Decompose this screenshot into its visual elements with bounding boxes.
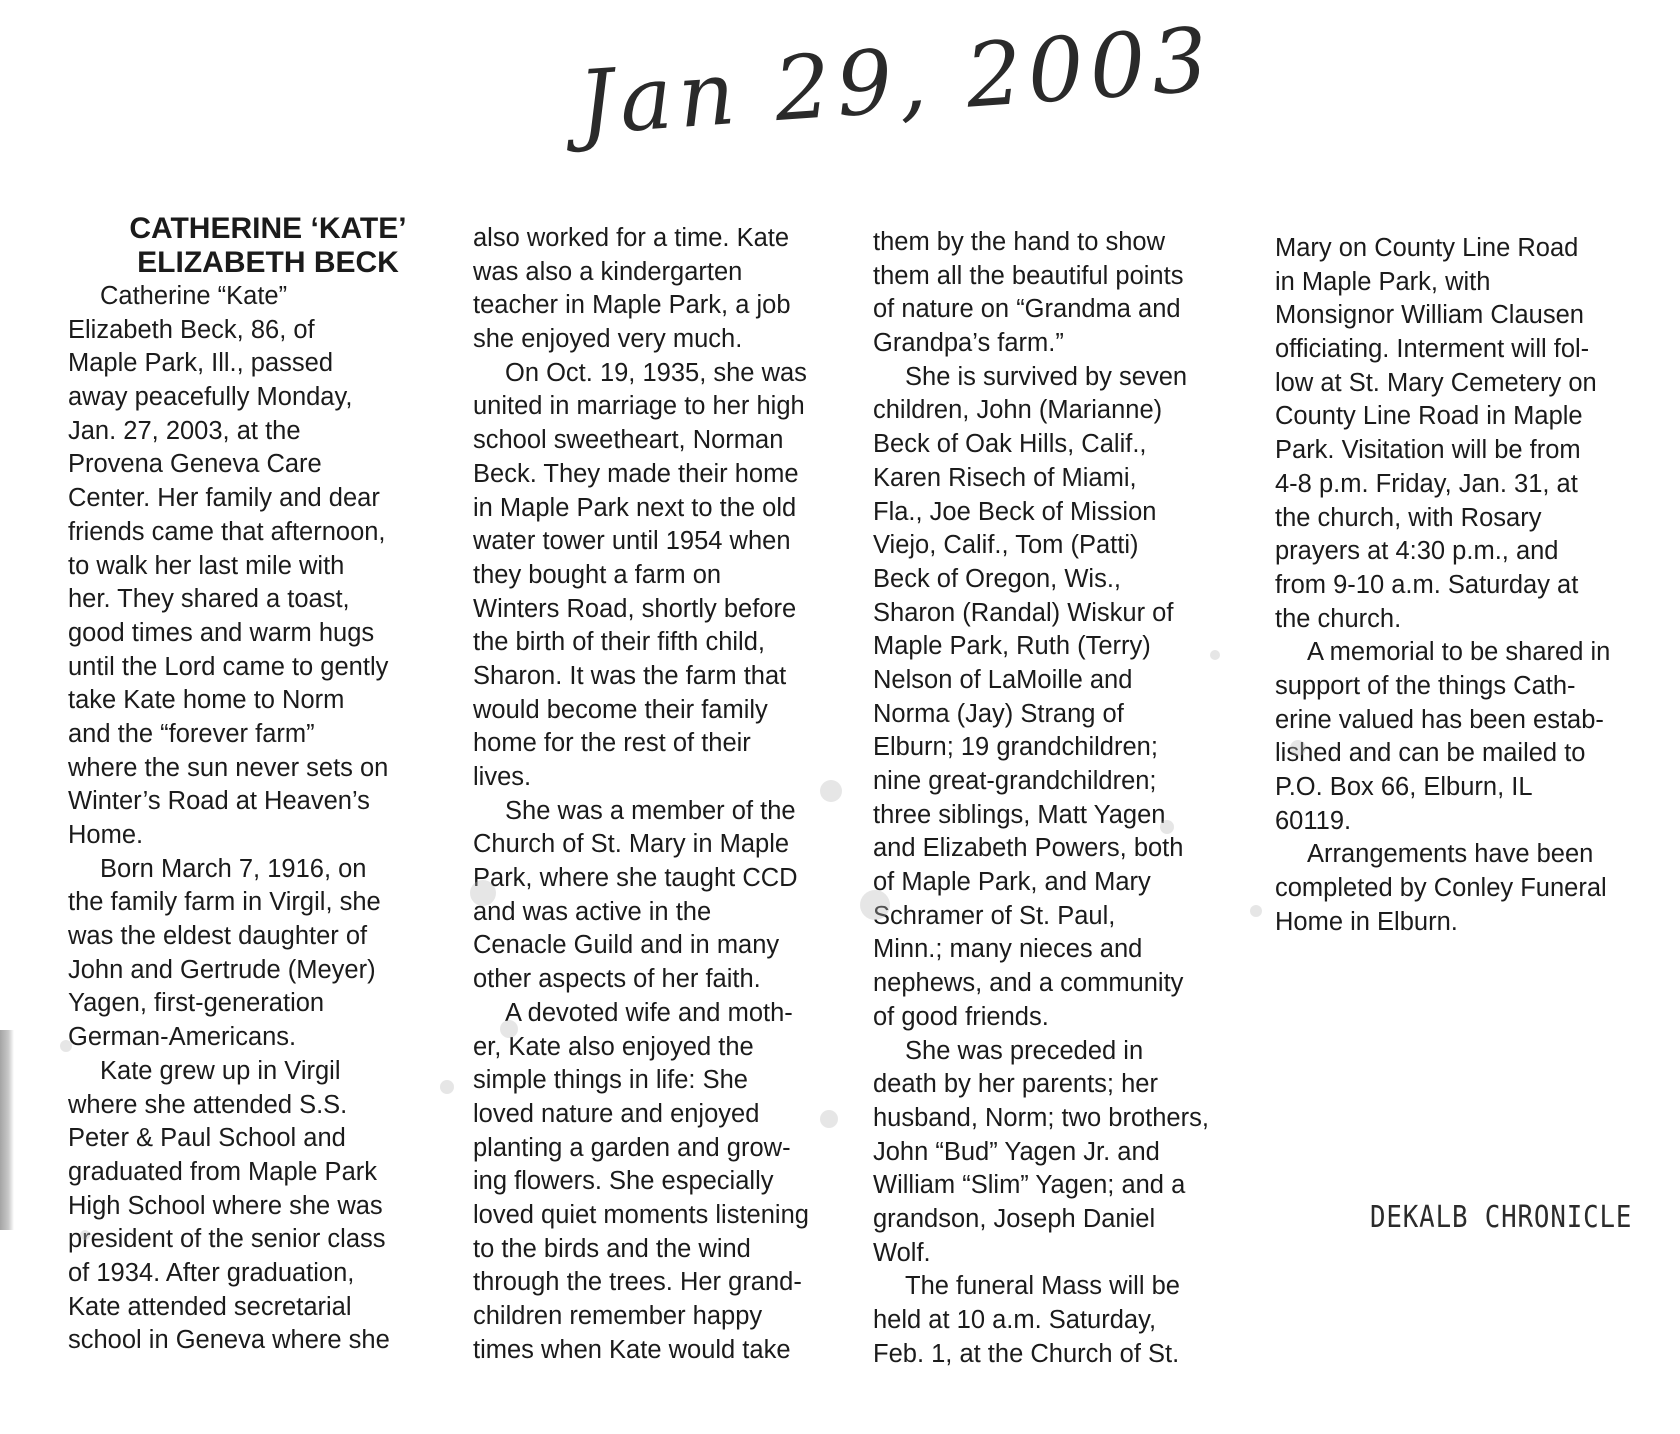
obituary-column-3 — [873, 226, 1209, 1371]
text-line: Viejo, Calif., Tom (Patti) — [873, 531, 1139, 560]
text-line: home for the rest of their — [473, 729, 751, 758]
text-line: Church of St. Mary in Maple — [473, 830, 790, 859]
text-line: of good friends. — [873, 1002, 1049, 1031]
text-line: High School where she was — [68, 1191, 383, 1220]
text-line: and the “forever farm” — [68, 719, 315, 748]
text-line: the church, with Rosary — [1275, 503, 1542, 532]
scan-edge-bleed — [0, 1030, 14, 1230]
text-line: nephews, and a community — [873, 969, 1184, 998]
text-line: prayers at 4:30 p.m., and — [1275, 537, 1559, 566]
text-line: simple things in life: She — [473, 1066, 748, 1095]
text-line: of nature on “Grandma and — [873, 295, 1181, 324]
text-line: would become their family — [473, 695, 768, 724]
scan-speckle — [60, 1040, 72, 1052]
text-line: to the birds and the wind — [473, 1234, 751, 1263]
text-line: nine great-grandchildren; — [873, 767, 1157, 795]
text-line: A devoted wife and moth- — [505, 998, 793, 1027]
text-line: of 1934. After graduation, — [68, 1258, 355, 1287]
headline-line-2: ELIZABETH BECK — [137, 246, 399, 279]
text-line: the birth of their fifth child, — [473, 628, 765, 657]
text-line: Kate grew up in Virgil — [100, 1056, 341, 1085]
text-line: held at 10 a.m. Saturday, — [873, 1306, 1157, 1334]
text-line: death by her parents; her — [873, 1070, 1158, 1099]
text-line: Yagen, first-generation — [68, 989, 325, 1018]
text-line: William “Slim” Yagen; and a — [873, 1171, 1186, 1200]
text-line: Park, where she taught CCD — [473, 864, 798, 893]
column-4-body — [1275, 232, 1610, 939]
text-line: low at St. Mary Cemetery on — [1275, 368, 1597, 397]
text-line: Provena Geneva Care — [68, 450, 322, 479]
handwritten-date-note: Jan 29, 2003 — [575, 7, 1217, 155]
text-line: united in marriage to her high — [473, 392, 805, 421]
scan-speckle — [1250, 905, 1262, 917]
headline-line-1: CATHERINE ‘KATE’ — [129, 212, 407, 245]
scan-speckle — [1160, 820, 1174, 834]
text-line: where she attended S.S. — [68, 1090, 348, 1119]
text-line: Norma (Jay) Strang of — [873, 699, 1124, 728]
text-line: loved nature and enjoyed — [473, 1099, 760, 1128]
text-line: and Elizabeth Powers, both — [873, 834, 1184, 863]
obituary-column-4 — [1275, 232, 1610, 939]
text-line: Elburn; 19 grandchildren; — [873, 733, 1158, 762]
text-line: she enjoyed very much. — [473, 325, 743, 354]
text-line: to walk her last mile with — [68, 551, 345, 580]
text-line: the church. — [1275, 604, 1402, 633]
text-line: them all the beautiful points — [873, 261, 1184, 290]
text-line: was also a kindergarten — [473, 257, 743, 286]
text-line: times when Kate would take — [473, 1335, 791, 1364]
text-line: grandson, Joseph Daniel — [873, 1204, 1156, 1233]
text-line: good times and warm hugs — [68, 618, 375, 647]
text-line: Beck of Oak Hills, Calif., — [873, 430, 1147, 459]
text-line: Winters Road, shortly before — [473, 594, 797, 623]
text-line: John “Bud” Yagen Jr. and — [873, 1137, 1160, 1166]
text-line: Home. — [68, 821, 144, 849]
text-line: Maple Park, Ruth (Terry) — [873, 632, 1151, 661]
text-line: Center. Her family and dear — [68, 484, 380, 513]
text-line: water tower until 1954 when — [473, 527, 791, 556]
text-line: lished and can be mailed to — [1275, 739, 1586, 768]
text-line: On Oct. 19, 1935, she was — [505, 358, 807, 387]
text-line: Minn.; many nieces and — [873, 935, 1143, 964]
text-line: Feb. 1, at the Church of St. — [873, 1339, 1180, 1368]
text-line: Monsignor William Clausen — [1275, 301, 1584, 330]
text-line: She is survived by seven — [905, 362, 1188, 391]
text-line: until the Lord came to gently — [68, 652, 389, 681]
text-line: Fla., Joe Beck of Mission — [873, 497, 1157, 526]
scan-speckle — [1210, 650, 1220, 660]
text-line: She was a member of the — [505, 796, 796, 825]
text-line: Winter’s Road at Heaven’s — [68, 787, 370, 816]
text-line: completed by Conley Funeral — [1275, 874, 1607, 903]
text-line: Park. Visitation will be from — [1275, 436, 1581, 465]
text-line: and was active in the — [473, 897, 712, 926]
scan-speckle — [80, 1230, 90, 1240]
text-line: Karen Risech of Miami, — [873, 463, 1137, 492]
scan-speckle — [820, 780, 842, 802]
text-line: graduated from Maple Park — [68, 1157, 377, 1186]
text-line: of Maple Park, and Mary — [873, 868, 1151, 897]
text-line: Wolf. — [873, 1238, 931, 1267]
text-line: German-Americans. — [68, 1023, 297, 1052]
text-line: Cenacle Guild and in many — [473, 931, 780, 960]
text-line: children remember happy — [473, 1302, 763, 1330]
text-line: take Kate home to Norm — [68, 686, 345, 715]
text-line: school sweetheart, Norman — [473, 426, 784, 455]
text-line: Sharon. It was the farm that — [473, 661, 787, 690]
text-line: where the sun never sets on — [68, 753, 389, 782]
scan-speckle — [470, 880, 496, 906]
text-line: A memorial to be shared in — [1307, 638, 1611, 667]
text-line: loved quiet moments listening — [473, 1200, 809, 1229]
column-1-body — [68, 280, 458, 1358]
text-line: Maple Park, Ill., passed — [68, 349, 334, 378]
text-line: they bought a farm on — [473, 560, 722, 589]
text-line: friends came that afternoon, — [68, 517, 386, 546]
text-line: children, John (Marianne) — [873, 396, 1163, 425]
text-line: She was preceded in — [905, 1036, 1144, 1065]
obituary-column-2 — [473, 222, 809, 1367]
column-2-body — [473, 222, 809, 1367]
text-line: the family farm in Virgil, she — [68, 888, 381, 917]
text-line: lives. — [473, 763, 532, 791]
text-line: John and Gertrude (Meyer) — [68, 955, 376, 984]
text-line: in Maple Park next to the old — [473, 493, 797, 522]
text-line: president of the senior class — [68, 1225, 386, 1254]
text-line: Kate attended secretarial — [68, 1292, 352, 1321]
text-line: erine valued has been estab- — [1275, 705, 1604, 734]
obituary-column-1 — [68, 212, 458, 1358]
text-line: Arrangements have been — [1307, 840, 1594, 869]
text-line: er, Kate also enjoyed the — [473, 1032, 754, 1061]
text-line: P.O. Box 66, Elburn, IL — [1275, 773, 1533, 801]
text-line: Sharon (Randal) Wiskur of — [873, 598, 1174, 627]
text-line: Nelson of LaMoille and — [873, 665, 1133, 694]
text-line: through the trees. Her grand- — [473, 1268, 802, 1297]
text-line: officiating. Interment will fol- — [1275, 335, 1590, 364]
text-line: 4-8 p.m. Friday, Jan. 31, at — [1275, 469, 1578, 498]
text-line: Catherine “Kate” — [100, 282, 288, 310]
text-line: school in Geneva where she — [68, 1326, 390, 1355]
text-line: Grandpa’s farm.” — [873, 329, 1064, 358]
text-line: Jan. 27, 2003, at the — [68, 416, 301, 445]
text-line: her. They shared a toast, — [68, 585, 350, 614]
obituary-headline — [78, 212, 458, 280]
text-line: Schramer of St. Paul, — [873, 901, 1116, 930]
text-line: was the eldest daughter of — [68, 922, 368, 951]
text-line: other aspects of her faith. — [473, 965, 761, 994]
scan-speckle — [1290, 740, 1306, 756]
text-line: Beck of Oregon, Wis., — [873, 564, 1122, 593]
text-line: three siblings, Matt Yagen — [873, 800, 1166, 829]
text-line: Born March 7, 1916, on — [100, 854, 367, 883]
text-line: County Line Road in Maple — [1275, 402, 1583, 431]
text-line: teacher in Maple Park, a job — [473, 291, 791, 320]
text-line: from 9-10 a.m. Saturday at — [1275, 570, 1579, 599]
scan-speckle — [500, 1020, 518, 1038]
text-line: Beck. They made their home — [473, 459, 799, 488]
publication-name: DEKALB CHRONICLE — [1370, 1200, 1633, 1235]
text-line: also worked for a time. Kate — [473, 224, 790, 252]
text-line: Mary on County Line Road — [1275, 234, 1579, 262]
text-line: ing flowers. She especially — [473, 1167, 774, 1196]
text-line: planting a garden and grow- — [473, 1133, 791, 1162]
scan-speckle — [440, 1080, 454, 1094]
text-line: them by the hand to show — [873, 228, 1166, 256]
text-line: in Maple Park, with — [1275, 267, 1491, 296]
text-line: Elizabeth Beck, 86, of — [68, 315, 315, 344]
text-line: The funeral Mass will be — [905, 1272, 1180, 1301]
text-line: support of the things Cath- — [1275, 671, 1576, 700]
text-line: Peter & Paul School and — [68, 1124, 346, 1153]
text-line: away peacefully Monday, — [68, 383, 353, 412]
scan-speckle — [820, 1110, 838, 1128]
text-line: Home in Elburn. — [1275, 907, 1458, 936]
text-line: husband, Norm; two brothers, — [873, 1103, 1209, 1132]
column-3-body — [873, 226, 1209, 1371]
scan-speckle — [860, 890, 890, 920]
text-line: 60119. — [1275, 806, 1352, 835]
